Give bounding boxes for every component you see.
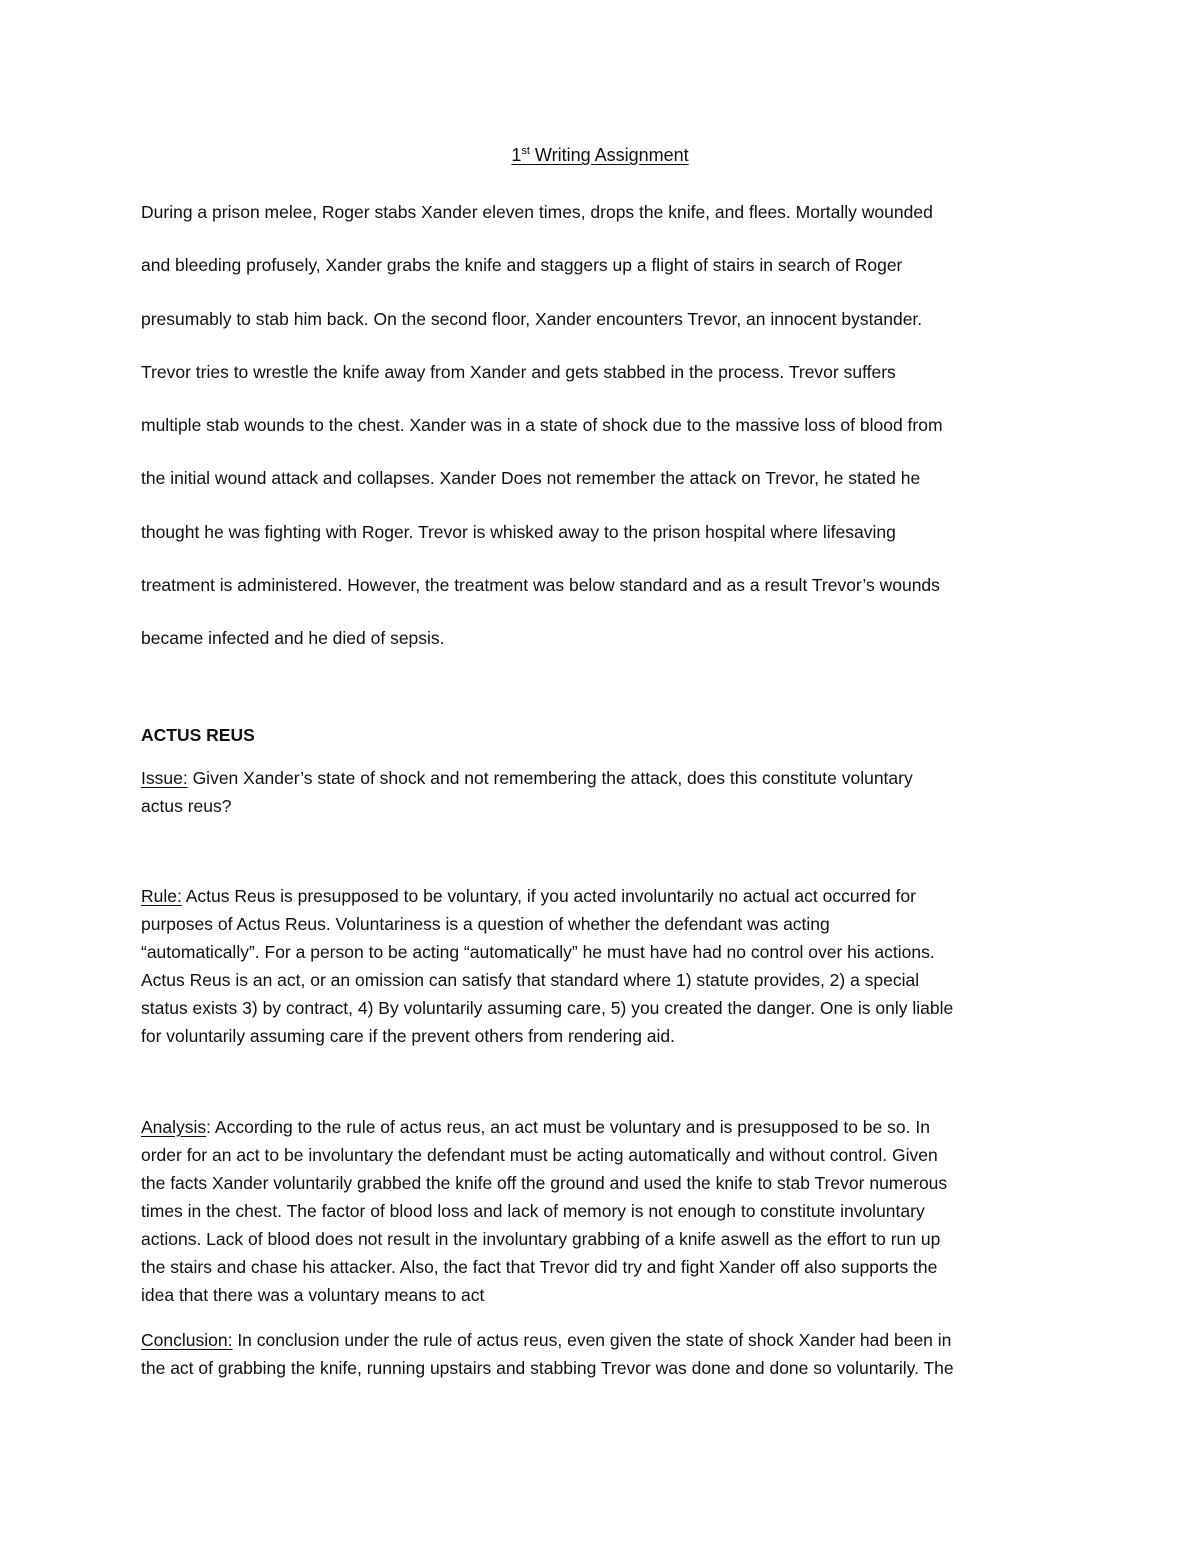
conclusion-label: Conclusion:	[141, 1330, 233, 1350]
analysis-line: times in the chest. The factor of blood loss and lack of memory is not enough to constitute involuntary	[141, 1201, 925, 1221]
rule-line: for voluntarily assuming care if the prevent others from rendering aid.	[141, 1026, 676, 1046]
facts-line: treatment is administered. However, the treatment was below standard and as a result Trevor’s wounds	[141, 575, 940, 596]
issue-paragraph	[141, 764, 1061, 820]
title-text: Writing Assignment	[529, 145, 689, 165]
issue-line	[141, 764, 1061, 792]
rule-line: purposes of Actus Reus. Voluntariness is a question of whether the defendant was acting	[141, 914, 830, 934]
section-heading: ACTUS REUS	[141, 725, 255, 745]
issue-text: Given Xander’s state of shock and not remembering the attack, does this constitute voluntary	[187, 768, 913, 788]
facts-paragraph	[141, 186, 1061, 666]
facts-line: and bleeding profusely, Xander grabs the knife and staggers up a flight of stairs in search of Roger	[141, 255, 903, 276]
issue-line: actus reus?	[141, 796, 232, 816]
facts-line: thought he was fighting with Roger. Trevor is whisked away to the prison hospital where lifesaving	[141, 521, 896, 542]
rule-label: Rule:	[141, 886, 182, 906]
issue-label: Issue:	[141, 768, 188, 788]
rule-paragraph	[141, 882, 1061, 1050]
rule-text: Actus Reus is presupposed to be voluntary, if you acted involuntarily no actual act occurred for	[181, 886, 916, 906]
conclusion-paragraph	[141, 1326, 1061, 1382]
analysis-line: order for an act to be involuntary the defendant must be acting automatically and without control. Given	[141, 1145, 938, 1165]
analysis-line: actions. Lack of blood does not result in the involuntary grabbing of a knife aswell as the effort to run up	[141, 1229, 941, 1249]
facts-line: became infected and he died of sepsis.	[141, 628, 445, 649]
title-number: 1	[511, 145, 522, 165]
rule-line: “automatically”. For a person to be acting “automatically” he must have had no control over his actions.	[141, 942, 935, 962]
conclusion-line: the act of grabbing the knife, running upstairs and stabbing Trevor was done and done so voluntarily. The	[141, 1358, 954, 1378]
analysis-line: the stairs and chase his attacker. Also, the fact that Trevor did try and fight Xander off also supports the	[141, 1257, 938, 1277]
facts-line: During a prison melee, Roger stabs Xander eleven times, drops the knife, and flees. Mortally wounded	[141, 202, 933, 222]
conclusion-line	[141, 1326, 1061, 1354]
rule-line	[141, 882, 1061, 910]
page-title	[0, 143, 1200, 167]
facts-line: multiple stab wounds to the chest. Xander was in a state of shock due to the massive loss of blood from	[141, 415, 943, 436]
conclusion-text: In conclusion under the rule of actus reus, even given the state of shock Xander had been in	[232, 1330, 952, 1350]
title-superscript: st	[521, 145, 530, 157]
analysis-line: the facts Xander voluntarily grabbed the knife off the ground and used the knife to stab Trevor numerous	[141, 1173, 948, 1193]
facts-line: presumably to stab him back. On the second floor, Xander encounters Trevor, an innocent bystander.	[141, 308, 923, 329]
analysis-paragraph	[141, 1113, 1061, 1309]
analysis-line: idea that there was a voluntary means to act	[141, 1285, 485, 1305]
analysis-label: Analysis	[141, 1117, 207, 1137]
facts-line: the initial wound attack and collapses. Xander Does not remember the attack on Trevor, he stated he	[141, 468, 921, 489]
rule-line: status exists 3) by contract, 4) By voluntarily assuming care, 5) you created the danger. One is only liable	[141, 998, 954, 1018]
analysis-text: : According to the rule of actus reus, an act must be voluntary and is presupposed to be so. In	[206, 1117, 930, 1137]
rule-line: Actus Reus is an act, or an omission can satisfy that standard where 1) statute provides, 2) a special	[141, 970, 920, 990]
facts-line: Trevor tries to wrestle the knife away from Xander and gets stabbed in the process. Trevor suffers	[141, 361, 896, 382]
analysis-line	[141, 1113, 1061, 1141]
